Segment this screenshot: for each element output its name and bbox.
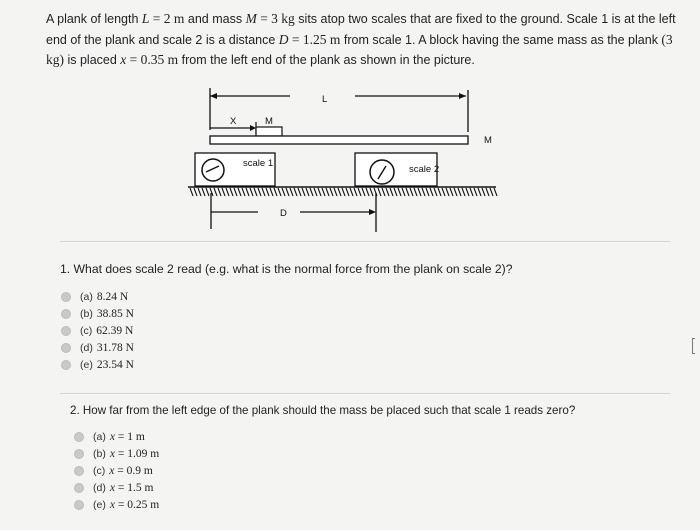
option-letter: (d) xyxy=(80,342,93,354)
q2-option-e[interactable] xyxy=(74,499,159,511)
hatch-stroke xyxy=(466,188,469,196)
hatch-stroke xyxy=(302,188,305,196)
option-value: 8.24 N xyxy=(96,291,129,303)
hatch-stroke xyxy=(202,188,205,196)
hatch-stroke xyxy=(222,188,225,196)
L-symbol: L xyxy=(141,11,150,26)
q2-option-c[interactable] xyxy=(74,465,153,477)
L-arrowhead-left xyxy=(210,93,217,99)
hatch-stroke xyxy=(326,188,329,196)
hatch-stroke xyxy=(350,188,353,196)
label-x: X xyxy=(230,116,237,127)
mass-paren: (3 kg) xyxy=(46,31,673,67)
separator-1 xyxy=(60,241,670,242)
hatch-stroke xyxy=(330,188,333,196)
hatch-stroke xyxy=(298,188,301,196)
problem-text-3: sits atop two scales that are fixed to the ground. Scale 1 is at the left end of the plank and scale 2 is a distance xyxy=(46,12,676,47)
option-symbol: x xyxy=(109,482,115,494)
hatch-stroke xyxy=(450,188,453,196)
radio-button[interactable] xyxy=(74,500,84,510)
hatch-stroke xyxy=(270,188,273,196)
option-letter: (a) xyxy=(93,431,106,443)
option-value: = 1.5 m xyxy=(114,482,154,494)
hatch-stroke xyxy=(362,188,365,196)
hatch-stroke xyxy=(282,188,285,196)
label-scale-2: scale 2 xyxy=(409,164,440,175)
label-D: D xyxy=(280,208,287,219)
radio-button[interactable] xyxy=(61,360,71,370)
hatch-stroke xyxy=(266,188,269,196)
option-letter: (b) xyxy=(93,448,106,460)
hatch-stroke xyxy=(446,188,449,196)
hatch-stroke xyxy=(322,188,325,196)
hatch-stroke xyxy=(274,188,277,196)
hatch-stroke xyxy=(230,188,233,196)
hatch-stroke xyxy=(470,188,473,196)
hatch-stroke xyxy=(254,188,257,196)
option-letter: (d) xyxy=(93,482,106,494)
hatch-stroke xyxy=(314,188,317,196)
D-symbol: D xyxy=(278,31,289,47)
option-value: = 1 m xyxy=(114,431,145,443)
q1-option-a[interactable] xyxy=(61,291,128,303)
label-block-M: M xyxy=(265,116,273,127)
option-symbol: x xyxy=(109,448,115,460)
label-L: L xyxy=(322,94,328,105)
option-letter: (a) xyxy=(80,291,93,303)
option-value: = 0.25 m xyxy=(114,499,160,511)
M-symbol: M xyxy=(245,11,257,26)
D-arrowhead-right xyxy=(369,209,376,215)
hatch-stroke xyxy=(458,188,461,196)
hatch-stroke xyxy=(294,188,297,196)
problem-text-4: from scale 1. A block having the same mass as the plank xyxy=(340,32,662,47)
option-letter: (e) xyxy=(93,499,106,511)
option-symbol: x xyxy=(109,465,115,477)
hatch-stroke xyxy=(394,188,397,196)
problem-text-5: is placed xyxy=(64,53,121,67)
option-letter: (c) xyxy=(80,325,93,337)
question-1-text: 1. What does scale 2 read (e.g. what is the normal force from the plank on scale 2)? xyxy=(60,262,513,276)
hatch-stroke xyxy=(494,188,497,196)
x-value: = 0.35 m xyxy=(126,52,179,67)
plank-diagram xyxy=(0,0,700,240)
hatch-stroke xyxy=(310,188,313,196)
radio-button[interactable] xyxy=(74,483,84,493)
problem-text-1: A plank of length xyxy=(46,12,142,26)
radio-button[interactable] xyxy=(74,449,84,459)
hatch-stroke xyxy=(306,188,309,196)
hatch-stroke xyxy=(462,188,465,196)
radio-button[interactable] xyxy=(74,466,84,476)
hatch-stroke xyxy=(418,188,421,196)
hatch-stroke xyxy=(410,188,413,196)
hatch-stroke xyxy=(206,188,209,196)
hatch-stroke xyxy=(422,188,425,196)
hatch-stroke xyxy=(482,188,485,196)
q1-option-b[interactable] xyxy=(61,308,134,320)
hatch-stroke xyxy=(246,188,249,196)
hatch-stroke xyxy=(486,188,489,196)
hatch-stroke xyxy=(250,188,253,196)
label-scale-1: scale 1 xyxy=(243,158,274,169)
q2-option-b[interactable] xyxy=(74,448,159,460)
q1-option-e[interactable] xyxy=(61,359,134,371)
hatch-stroke xyxy=(334,188,337,196)
radio-button[interactable] xyxy=(74,432,84,442)
hatch-stroke xyxy=(278,188,281,196)
hatch-stroke xyxy=(438,188,441,196)
hatch-stroke xyxy=(402,188,405,196)
x-arrowhead xyxy=(250,125,256,131)
radio-button[interactable] xyxy=(61,309,71,319)
hatch-stroke xyxy=(286,188,289,196)
hatch-stroke xyxy=(366,188,369,196)
hatch-stroke xyxy=(194,188,197,196)
x-symbol: x xyxy=(120,52,127,67)
ground-hatching xyxy=(190,188,497,196)
hatch-stroke xyxy=(434,188,437,196)
option-letter: (b) xyxy=(80,308,93,320)
hatch-stroke xyxy=(398,188,401,196)
option-letter: (e) xyxy=(80,359,93,371)
hatch-stroke xyxy=(426,188,429,196)
edge-bracket xyxy=(692,338,695,354)
hatch-stroke xyxy=(226,188,229,196)
hatch-stroke xyxy=(378,188,381,196)
option-value: 31.78 N xyxy=(96,342,134,354)
q2-option-a[interactable] xyxy=(74,431,145,443)
hatch-stroke xyxy=(242,188,245,196)
problem-text-2: and mass xyxy=(184,12,246,26)
question-2-text: 2. How far from the left edge of the plank should the mass be placed such that scale 1 reads zero? xyxy=(70,404,576,417)
hatch-stroke xyxy=(318,188,321,196)
hatch-stroke xyxy=(338,188,341,196)
hatch-stroke xyxy=(406,188,409,196)
hatch-stroke xyxy=(442,188,445,196)
option-letter: (c) xyxy=(93,465,106,477)
block xyxy=(256,127,282,136)
hatch-stroke xyxy=(346,188,349,196)
option-value: 38.85 N xyxy=(96,308,134,320)
hatch-stroke xyxy=(430,188,433,196)
hatch-stroke xyxy=(354,188,357,196)
scale-1-dial-icon xyxy=(202,159,224,181)
label-plank-M: M xyxy=(484,135,492,146)
option-symbol: x xyxy=(109,431,115,443)
hatch-stroke xyxy=(382,188,385,196)
problem-text-6: from the left end of the plank as shown in the picture. xyxy=(178,53,475,67)
hatch-stroke xyxy=(238,188,241,196)
q1-option-c[interactable] xyxy=(61,325,133,337)
hatch-stroke xyxy=(214,188,217,196)
hatch-stroke xyxy=(342,188,345,196)
hatch-stroke xyxy=(290,188,293,196)
hatch-stroke xyxy=(190,188,193,196)
D-value: = 1.25 m xyxy=(288,31,341,47)
hatch-stroke xyxy=(234,188,237,196)
L-arrowhead-right xyxy=(459,93,466,99)
hatch-stroke xyxy=(490,188,493,196)
radio-button[interactable] xyxy=(61,326,71,336)
L-value: = 2 m xyxy=(149,11,185,26)
q1-option-d[interactable] xyxy=(61,342,134,354)
hatch-stroke xyxy=(262,188,265,196)
option-value: 62.39 N xyxy=(96,325,134,337)
hatch-stroke xyxy=(370,188,373,196)
hatch-stroke xyxy=(478,188,481,196)
plank xyxy=(210,136,468,144)
separator-2 xyxy=(60,393,670,394)
option-symbol: x xyxy=(109,499,115,511)
option-value: = 1.09 m xyxy=(114,448,160,460)
option-value: 23.54 N xyxy=(96,359,134,371)
hatch-stroke xyxy=(258,188,261,196)
hatch-stroke xyxy=(198,188,201,196)
radio-button[interactable] xyxy=(61,292,71,302)
hatch-stroke xyxy=(390,188,393,196)
M-value: = 3 kg xyxy=(256,11,295,26)
option-value: = 0.9 m xyxy=(114,465,153,477)
q2-option-d[interactable] xyxy=(74,482,153,494)
hatch-stroke xyxy=(386,188,389,196)
hatch-stroke xyxy=(218,188,221,196)
hatch-stroke xyxy=(358,188,361,196)
radio-button[interactable] xyxy=(61,343,71,353)
hatch-stroke xyxy=(454,188,457,196)
hatch-stroke xyxy=(474,188,477,196)
hatch-stroke xyxy=(414,188,417,196)
